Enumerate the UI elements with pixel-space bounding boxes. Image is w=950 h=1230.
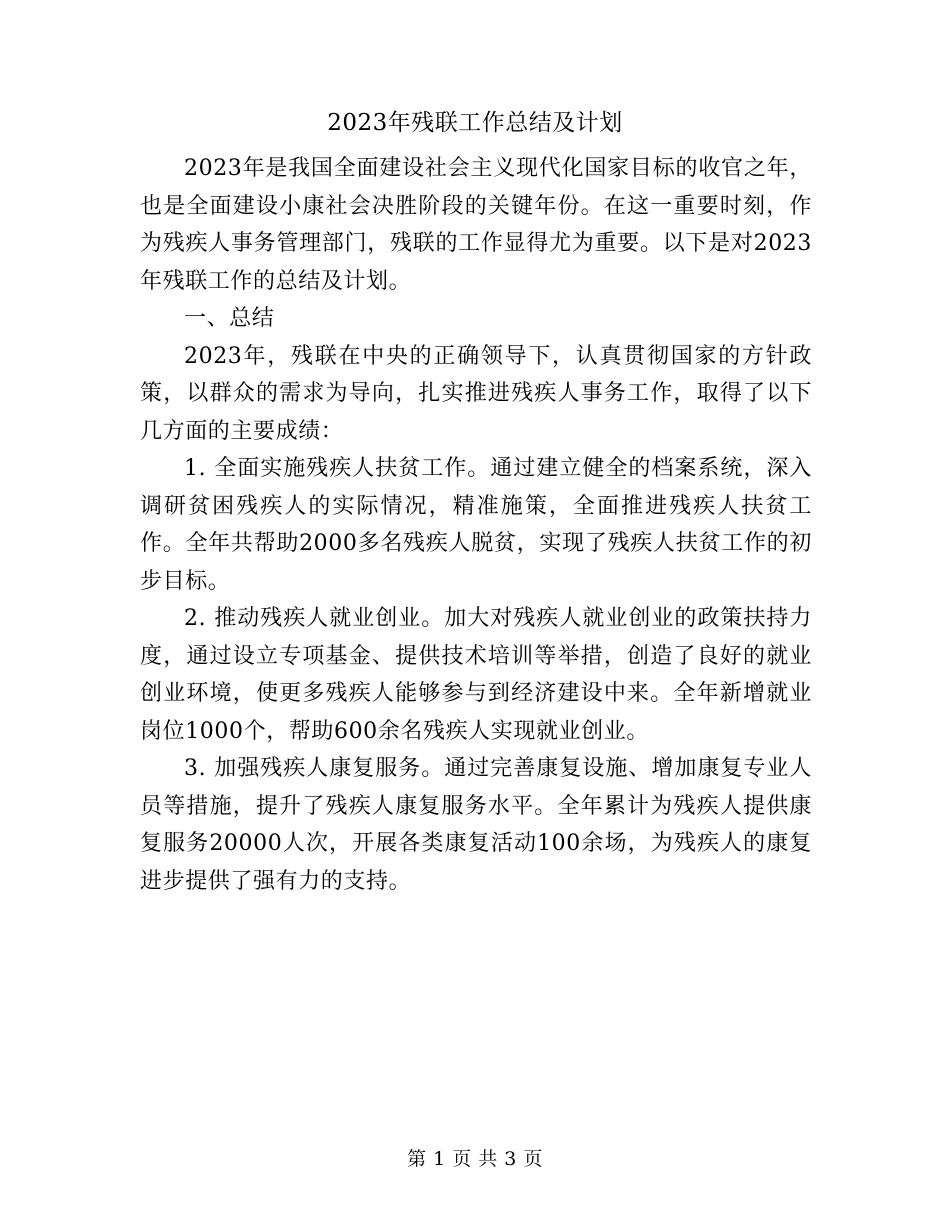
- page-footer: 第 1 页 共 3 页: [407, 1148, 543, 1170]
- document-body: [140, 150, 812, 900]
- section-heading-summary: 一、总结: [184, 306, 275, 331]
- paragraph-summary-lead: 2023年，残联在中央的正确领导下，认真贯彻国家的方针政策，以群众的需求为导向，扎实推进残疾人事务工作，取得了以下几方面的主要成绩：: [140, 343, 812, 444]
- paragraph-item-1: 1. 全面实施残疾人扶贫工作。通过建立健全的档案系统，深入调研贫困残疾人的实际情况，精准施策，全面推进残疾人扶贫工作。全年共帮助2000多名残疾人脱贫，实现了残疾人扶贫工作的初步目标。: [140, 456, 812, 594]
- paragraph-intro: 2023年是我国全面建设社会主义现代化国家目标的收官之年，也是全面建设小康社会决胜阶段的关键年份。在这一重要时刻，作为残疾人事务管理部门，残联的工作显得尤为重要。以下是对2023年残联工作的总结及计划。: [140, 156, 812, 294]
- paragraph-item-3: 3. 加强残疾人康复服务。通过完善康复设施、增加康复专业人员等措施，提升了残疾人康复服务水平。全年累计为残疾人提供康复服务20000人次，开展各类康复活动100余场，为残疾人的康复进步提供了强有力的支持。: [140, 756, 812, 894]
- paragraph-item-2: 2. 推动残疾人就业创业。加大对残疾人就业创业的政策扶持力度，通过设立专项基金、提供技术培训等举措，创造了良好的就业创业环境，使更多残疾人能够参与到经济建设中来。全年新增就业岗位1000个，帮助600余名残疾人实现就业创业。: [140, 606, 812, 744]
- document-title: 2023年残联工作总结及计划: [327, 110, 623, 136]
